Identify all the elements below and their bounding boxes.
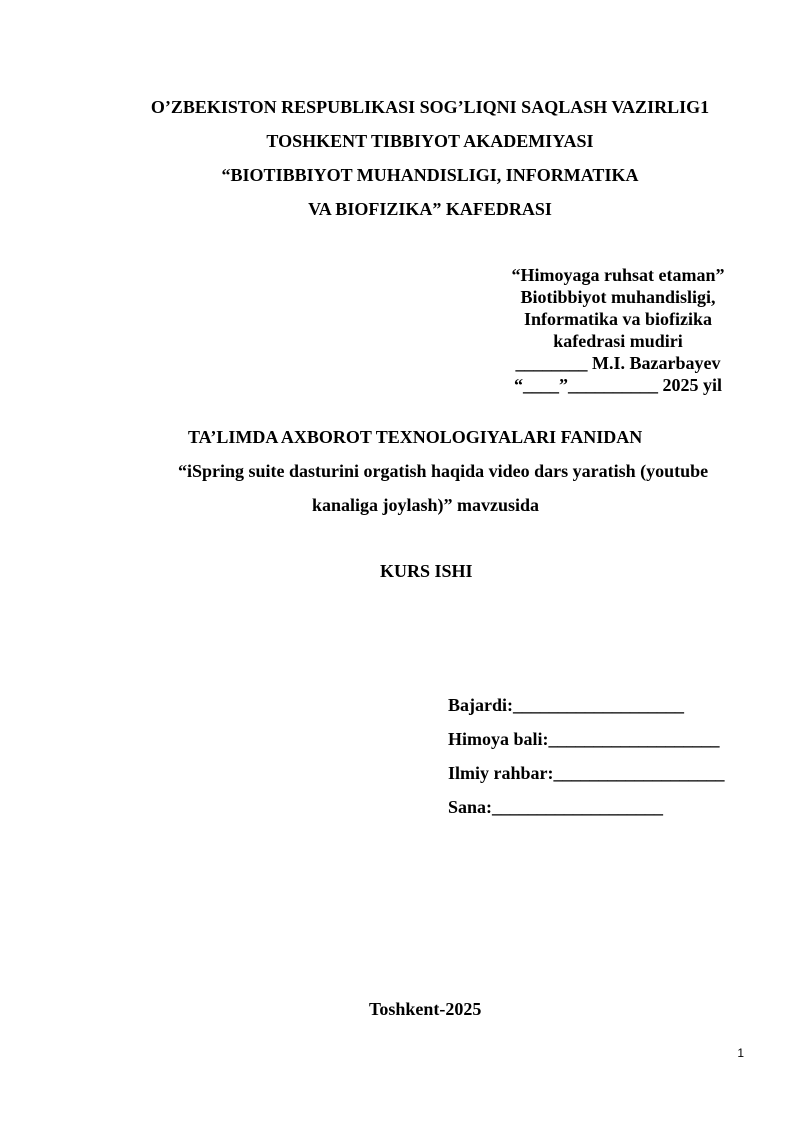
subject-title: TA’LIMDA AXBOROT TEXNOLOGIYALARI FANIDAN xyxy=(188,427,643,447)
approval-position-line2: Informatika va biofizika xyxy=(523,309,712,329)
date-field: Sana:___________________ xyxy=(448,797,664,817)
approval-date: “____”__________ 2025 yil xyxy=(513,375,722,395)
defense-grade-field: Himoya bali:___________________ xyxy=(448,729,720,749)
academy-title: TOSHKENT TIBBIYOT AKADEMIYASI xyxy=(266,131,594,151)
document-type: KURS ISHI xyxy=(380,561,473,581)
approval-position-line1: Biotibbiyot muhandisligi, xyxy=(520,287,716,307)
approval-heading: “Himoyaga ruhsat etaman” xyxy=(511,265,725,285)
department-title-line2: VA BIOFIZIKA” KAFEDRASI xyxy=(308,199,552,219)
performed-by-field: Bajardi:___________________ xyxy=(448,695,684,715)
page-number: 1 xyxy=(737,1046,744,1060)
approval-signature: ________ M.I. Bazarbayev xyxy=(515,353,721,373)
approval-position-line3: kafedrasi mudiri xyxy=(553,331,683,351)
ministry-title: O’ZBEKISTON RESPUBLIKASI SOG’LIQNI SAQLASH VAZIRLIG1 xyxy=(150,97,710,117)
topic-line2: kanaliga joylash)” mavzusida xyxy=(312,495,540,515)
topic-line1: “iSpring suite dasturini orgatish haqida video dars yaratish (youtube xyxy=(178,461,709,481)
fields-block xyxy=(448,694,725,830)
department-title-line1: “BIOTIBBIYOT MUHANDISLIGI, INFORMATIKA xyxy=(221,165,639,185)
approval-block xyxy=(498,264,738,396)
supervisor-field: Ilmiy rahbar:___________________ xyxy=(448,763,725,783)
city-year: Toshkent-2025 xyxy=(369,999,482,1019)
